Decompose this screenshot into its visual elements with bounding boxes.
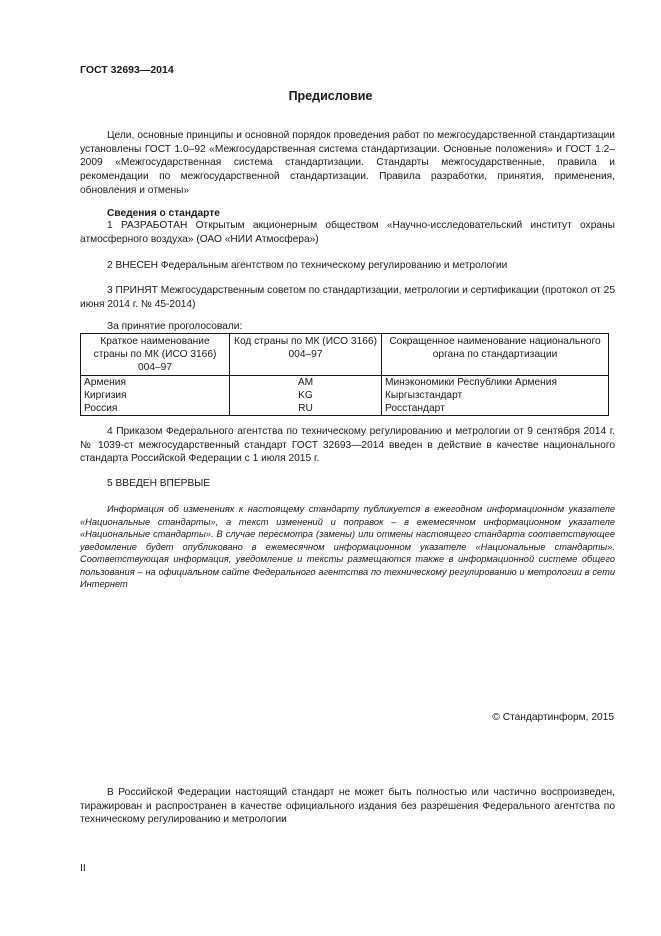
table-cell-body: Росстандарт [382, 402, 609, 416]
table-header-country: Краткое наименование страны по МК (ИСО 3166) 004–97 [81, 334, 230, 376]
standard-code-header: ГОСТ 32693—2014 [80, 64, 174, 76]
info-item-5: 5 ВВЕДЕН ВПЕРВЫЕ [107, 478, 211, 489]
table-header-body: Сокращенное наименование национального органа по стандартизации [382, 334, 609, 376]
intro-text: Цели, основные принципы и основной порядок проведения работ по межгосударственной стандартизации установлены ГОСТ 1.0–92 «Межгосударственная система стандартизации. Основные положения» и ГОСТ 1.2–2009 «Межгосударственная система стандартизации. Стандарты межгосударственные, правила и рекомендации по межгосударственной стандартизации. Правила разработки, принятия, применения, обновления и отмены» [80, 130, 615, 196]
voting-table [80, 333, 609, 416]
info-item-3 [80, 284, 615, 311]
table-cell-country: Киргизия [81, 389, 230, 402]
table-row [81, 376, 609, 390]
reproduction-notice [80, 786, 615, 827]
info-item-4 [80, 425, 615, 466]
page-number: II [80, 862, 86, 874]
info-item-4-text: 4 Приказом Федерального агентства по техническому регулированию и метрологии от 9 сентября 2014 г. № 1039-ст межгосударственный стандарт ГОСТ 32693—2014 введен в действие в качестве национального стандарта Российской Федерации с 1 июля 2015 г. [80, 426, 615, 465]
info-item-2-text: 2 ВНЕСЕН Федеральным агентством по техническому регулированию и метрологии [107, 260, 508, 271]
copyright: © Стандартинформ, 2015 [492, 712, 614, 723]
table-cell-code: AM [230, 376, 382, 390]
table-cell-body: Минэкономики Республики Армения [382, 376, 609, 390]
info-section-title: Сведения о стандарте [107, 208, 220, 219]
table-cell-body: Кыргызстандарт [382, 389, 609, 402]
info-item-1 [80, 219, 615, 246]
table-header-code: Код страны по МК (ИСО 3166) 004–97 [230, 334, 382, 376]
page-title: Предисловие [288, 89, 373, 103]
info-item-3-text: 3 ПРИНЯТ Межгосударственным советом по стандартизации, метрологии и сертификации (протокол от 25 июня 2014 г. № 45-2014) [80, 285, 615, 310]
table-cell-code: RU [230, 402, 382, 416]
table-row [81, 389, 609, 402]
changes-notice-text: Информация об изменениях к настоящему стандарту публикуется в ежегодном информационном указателе «Национальные стандарты», а текст изменений и поправок – в ежемесячном информационном указателе «Национальные стандарты». В случае пересмотра (замены) или отмены настоящего стандарта соответствующее уведомление будет опубликовано в ежемесячном информационном указателе «Национальные стандарты». Соответствующая информация, уведомление и тексты размещаются также в информационной системе общего пользования – на официальном сайте Федерального агентства по техническому регулированию и метрологии в сети Интернет [80, 504, 615, 589]
info-item-1-text: 1 РАЗРАБОТАН Открытым акционерным обществом «Научно-исследовательский институт охраны атмосферного воздуха» (ОАО «НИИ Атмосфера») [80, 220, 615, 245]
changes-notice [80, 503, 615, 591]
intro-paragraph [80, 129, 615, 198]
info-item-2 [80, 259, 615, 273]
table-cell-country: Россия [81, 402, 230, 416]
table-row [81, 402, 609, 416]
vote-label: За принятие проголосовали: [107, 321, 243, 332]
table-cell-code: KG [230, 389, 382, 402]
reproduction-notice-text: В Российской Федерации настоящий стандарт не может быть полностью или частично воспроизведен, тиражирован и распространен в качестве официального издания без разрешения Федерального агентства по техническому регулированию и метрологии [80, 787, 615, 826]
table-cell-country: Армения [81, 376, 230, 390]
table-header-row [81, 334, 609, 376]
